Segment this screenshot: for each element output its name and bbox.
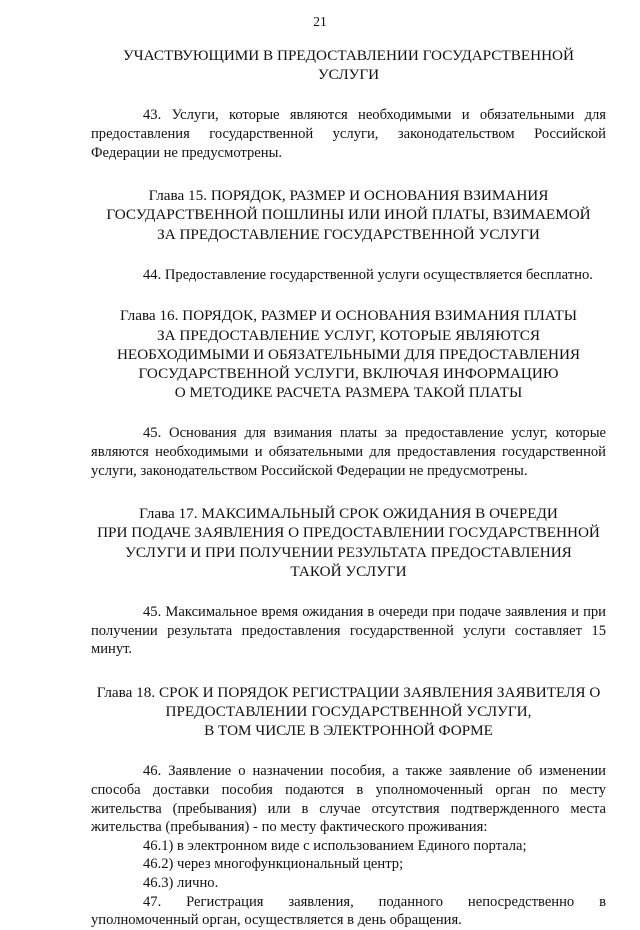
chapter-15-heading bbox=[91, 186, 606, 244]
page-number: 21 bbox=[313, 14, 327, 29]
chapter-17-heading bbox=[91, 504, 606, 581]
heading-line: ГОСУДАРСТВЕННОЙ УСЛУГИ, ВКЛЮЧАЯ ИНФОРМАЦИЮ bbox=[138, 365, 559, 382]
list-item: 46.2) через многофункциональный центр; bbox=[143, 856, 404, 873]
chapter-16-heading bbox=[91, 306, 606, 402]
heading-line: Глава 18. СРОК И ПОРЯДОК РЕГИСТРАЦИИ ЗАЯВЛЕНИЯ ЗАЯВИТЕЛЯ О bbox=[96, 683, 601, 701]
document-body bbox=[91, 46, 606, 930]
heading-line: ПРЕДОСТАВЛЕНИИ ГОСУДАРСТВЕННОЙ УСЛУГИ, bbox=[165, 702, 532, 720]
heading-line: ЗА ПРЕДОСТАВЛЕНИЕ ГОСУДАРСТВЕННОЙ УСЛУГИ bbox=[157, 225, 540, 243]
heading-line: УСЛУГИ И ПРИ ПОЛУЧЕНИИ РЕЗУЛЬТАТА ПРЕДОСТАВЛЕНИЯ bbox=[125, 543, 572, 561]
heading-line: УЧАСТВУЮЩИМИ В ПРЕДОСТАВЛЕНИИ ГОСУДАРСТВЕННОЙ bbox=[123, 47, 574, 64]
heading-line: НЕОБХОДИМЫМИ И ОБЯЗАТЕЛЬНЫМИ ДЛЯ ПРЕДОСТАВЛЕНИЯ bbox=[116, 345, 581, 363]
heading-line: О МЕТОДИКЕ РАСЧЕТА РАЗМЕРА ТАКОЙ ПЛАТЫ bbox=[174, 384, 523, 402]
paragraph-47: 47. Регистрация заявления, поданного непосредственно в уполномоченный орган, осуществляется в день обращения. bbox=[91, 893, 606, 929]
paragraph-45-waiting-time: 45. Максимальное время ожидания в очереди при подаче заявления и при получении результата предоставления государственной услуги составляет 15 минут. bbox=[91, 604, 606, 658]
heading-line: УСЛУГИ bbox=[317, 66, 380, 84]
chapter-18-heading bbox=[91, 683, 606, 741]
heading-line: Глава 17. МАКСИМАЛЬНЫЙ СРОК ОЖИДАНИЯ В ОЧЕРЕДИ bbox=[139, 505, 558, 523]
list-item: 46.3) лично. bbox=[143, 874, 219, 891]
paragraph-43: 43. Услуги, которые являются необходимыми и обязательными для предоставления государственной услуги, законодательством Российской Федерации не предусмотрены. bbox=[91, 107, 606, 161]
heading-line: В ТОМ ЧИСЛЕ В ЭЛЕКТРОННОЙ ФОРМЕ bbox=[204, 722, 493, 740]
heading-line: ЗА ПРЕДОСТАВЛЕНИЕ УСЛУГ, КОТОРЫЕ ЯВЛЯЮТСЯ bbox=[157, 326, 540, 344]
heading-line: Глава 15. ПОРЯДОК, РАЗМЕР И ОСНОВАНИЯ ВЗИМАНИЯ bbox=[148, 187, 549, 205]
paragraph-45-fees: 45. Основания для взимания платы за предоставление услуг, которые являются необходимыми и обязательными для предоставления государственной услуги, законодательством Российской Федерации не предусмотрены. bbox=[91, 425, 606, 479]
list-item: 46.1) в электронном виде с использованием Единого портала; bbox=[143, 837, 527, 854]
heading-line: ПРИ ПОДАЧЕ ЗАЯВЛЕНИЯ О ПРЕДОСТАВЛЕНИИ ГОСУДАРСТВЕННОЙ bbox=[97, 524, 600, 542]
paragraph-46: 46. Заявление о назначении пособия, а также заявление об изменении способа доставки пособия подаются в уполномоченный орган по месту жительства (пребывания) или в случае отсутствия подтвержденного места жительства (пребывания) - по месту фактического проживания: bbox=[91, 763, 606, 836]
heading-line: Глава 16. ПОРЯДОК, РАЗМЕР И ОСНОВАНИЯ ВЗИМАНИЯ ПЛАТЫ bbox=[119, 307, 578, 325]
paragraph-44: 44. Предоставление государственной услуги осуществляется бесплатно. bbox=[143, 266, 593, 283]
heading-line: ГОСУДАРСТВЕННОЙ ПОШЛИНЫ ИЛИ ИНОЙ ПЛАТЫ, ВЗИМАЕМОЙ bbox=[106, 206, 591, 224]
heading-line: ТАКОЙ УСЛУГИ bbox=[290, 562, 407, 580]
section-heading-continued bbox=[91, 46, 606, 84]
